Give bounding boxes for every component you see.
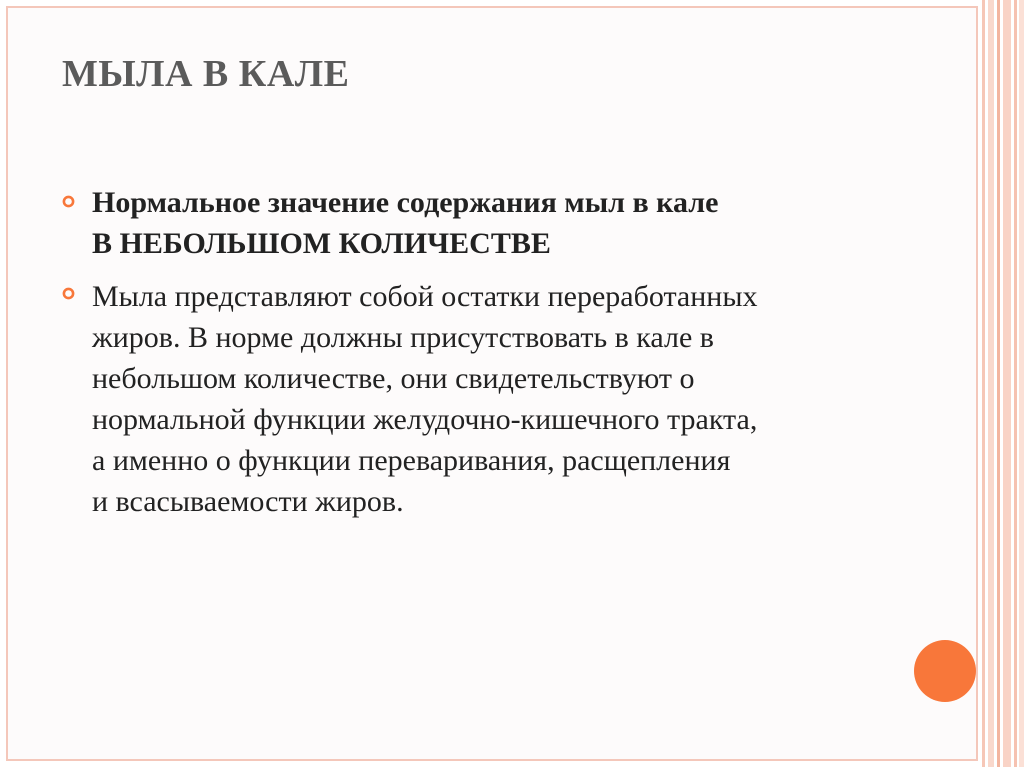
stripe: [1019, 0, 1024, 767]
bullet-ring-icon: [62, 195, 75, 208]
orange-circle-decoration: [914, 640, 976, 702]
bullet-ring-icon: [62, 287, 75, 300]
bullet-text-line: нормальной функции желудочно-кишечного тракта,: [92, 403, 758, 436]
decorative-stripes: [978, 0, 1024, 767]
bullet-list: [62, 182, 962, 522]
stripe: [1003, 0, 1011, 767]
bullet-text-line: жиров. В норме должны присутствовать в кале в: [92, 321, 714, 354]
stripe: [982, 0, 985, 767]
stripe: [997, 0, 1000, 767]
stripe: [988, 0, 994, 767]
bullet-item-description: [62, 276, 962, 522]
stripe: [1014, 0, 1017, 767]
bullet-text-line: небольшом количестве, они свидетельствуют о: [92, 362, 695, 395]
bullet-text-line: Мыла представляют собой остатки переработанных: [92, 280, 758, 313]
slide-title: МЫЛА В КАЛЕ: [62, 53, 350, 95]
bullet-text-line: В НЕБОЛЬШОМ КОЛИЧЕСТВЕ: [92, 227, 551, 260]
bullet-text-line: а именно о функции переваривания, расщепления: [92, 444, 731, 477]
bullet-text-line: и всасываемости жиров.: [92, 485, 404, 518]
bullet-text-line: Нормальное значение содержания мыл в кале: [92, 186, 719, 219]
bullet-item-normal-value: [62, 182, 962, 264]
